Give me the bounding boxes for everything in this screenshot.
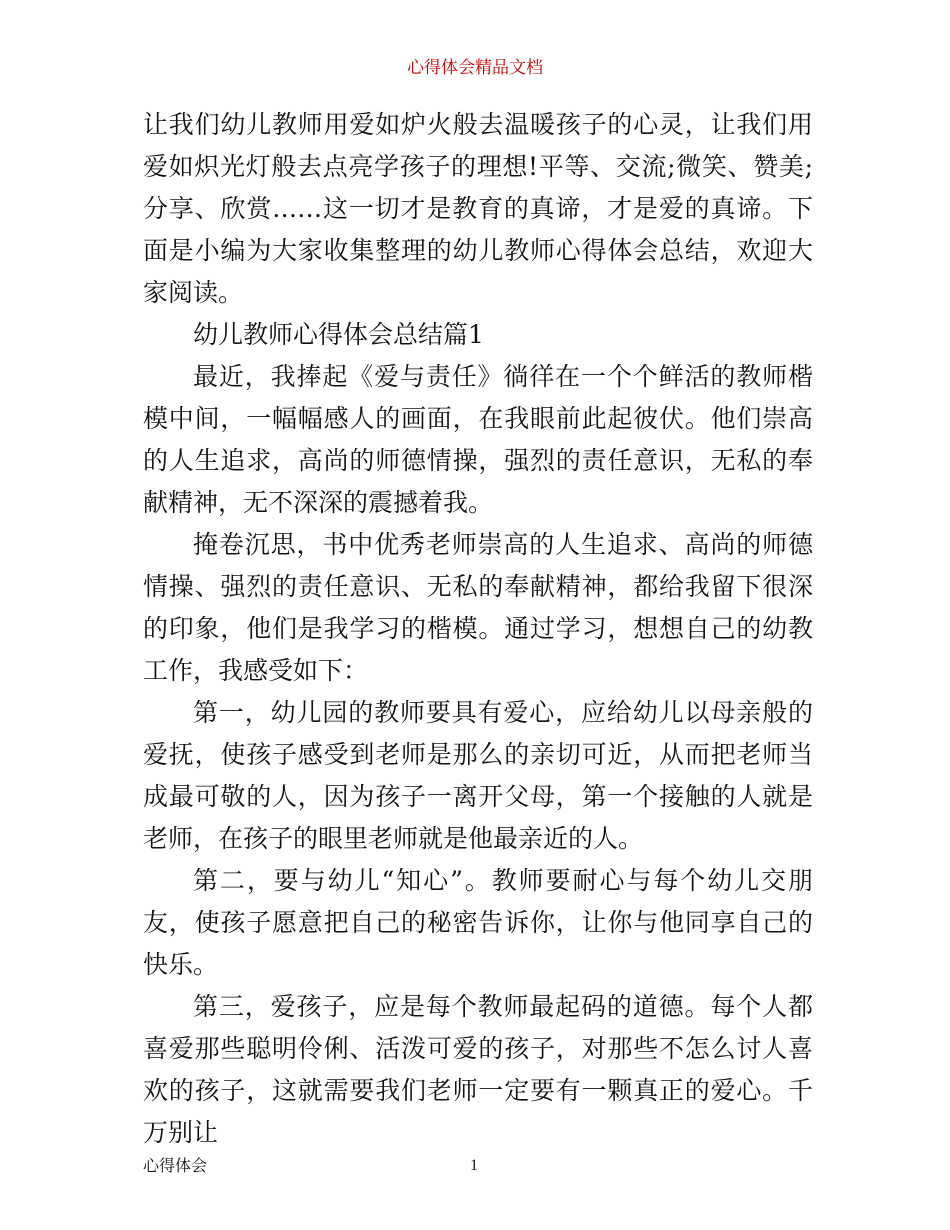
page-footer (143, 1154, 813, 1178)
page-number: 1 (470, 1157, 478, 1174)
document-body (143, 104, 813, 1154)
body-paragraph-1: 最近，我捧起《爱与责任》徜徉在一个个鲜活的教师楷模中间，一幅幅感人的画面，在我眼前此起彼伏。他们崇高的人生追求，高尚的师德情操，强烈的责任意识，无私的奉献精神，无不深深的震撼着我。 (143, 362, 813, 517)
body-paragraph-3: 第一，幼儿园的教师要具有爱心，应给幼儿以母亲般的爱抚，使孩子感受到老师是那么的亲切可近，从而把老师当成最可敬的人，因为孩子一离开父母，第一个接触的人就是老师，在孩子的眼里老师就是他最亲近的人。 (143, 698, 813, 853)
footer-label: 心得体会 (143, 1156, 208, 1175)
section-heading: 幼儿教师心得体会总结篇1 (193, 320, 484, 349)
body-paragraph-4: 第二，要与幼儿“知心”。教师要耐心与每个幼儿交朋友，使孩子愿意把自己的秘密告诉你，让你与他同享自己的快乐。 (143, 866, 813, 979)
body-paragraph-5: 第三，爱孩子，应是每个教师最起码的道德。每个人都喜爱那些聪明伶俐、活泼可爱的孩子，对那些不怎么讨人喜欢的孩子，这就需要我们老师一定要有一颗真正的爱心。千万别让 (143, 992, 813, 1147)
intro-paragraph: 让我们幼儿教师用爱如炉火般去温暖孩子的心灵，让我们用爱如炽光灯般去点亮学孩子的理想!平等、交流;微笑、赞美;分享、欣赏……这一切才是教育的真谛，才是爱的真谛。下面是小编为大家收集整理的幼儿教师心得体会总结，欢迎大家阅读。 (143, 110, 813, 307)
body-paragraph-2: 掩卷沉思，书中优秀老师崇高的人生追求、高尚的师德情操、强烈的责任意识、无私的奉献精神，都给我留下很深的印象，他们是我学习的楷模。通过学习，想想自己的幼教工作，我感受如下： (143, 530, 813, 685)
document-header-title: 心得体会精品文档 (407, 58, 543, 78)
